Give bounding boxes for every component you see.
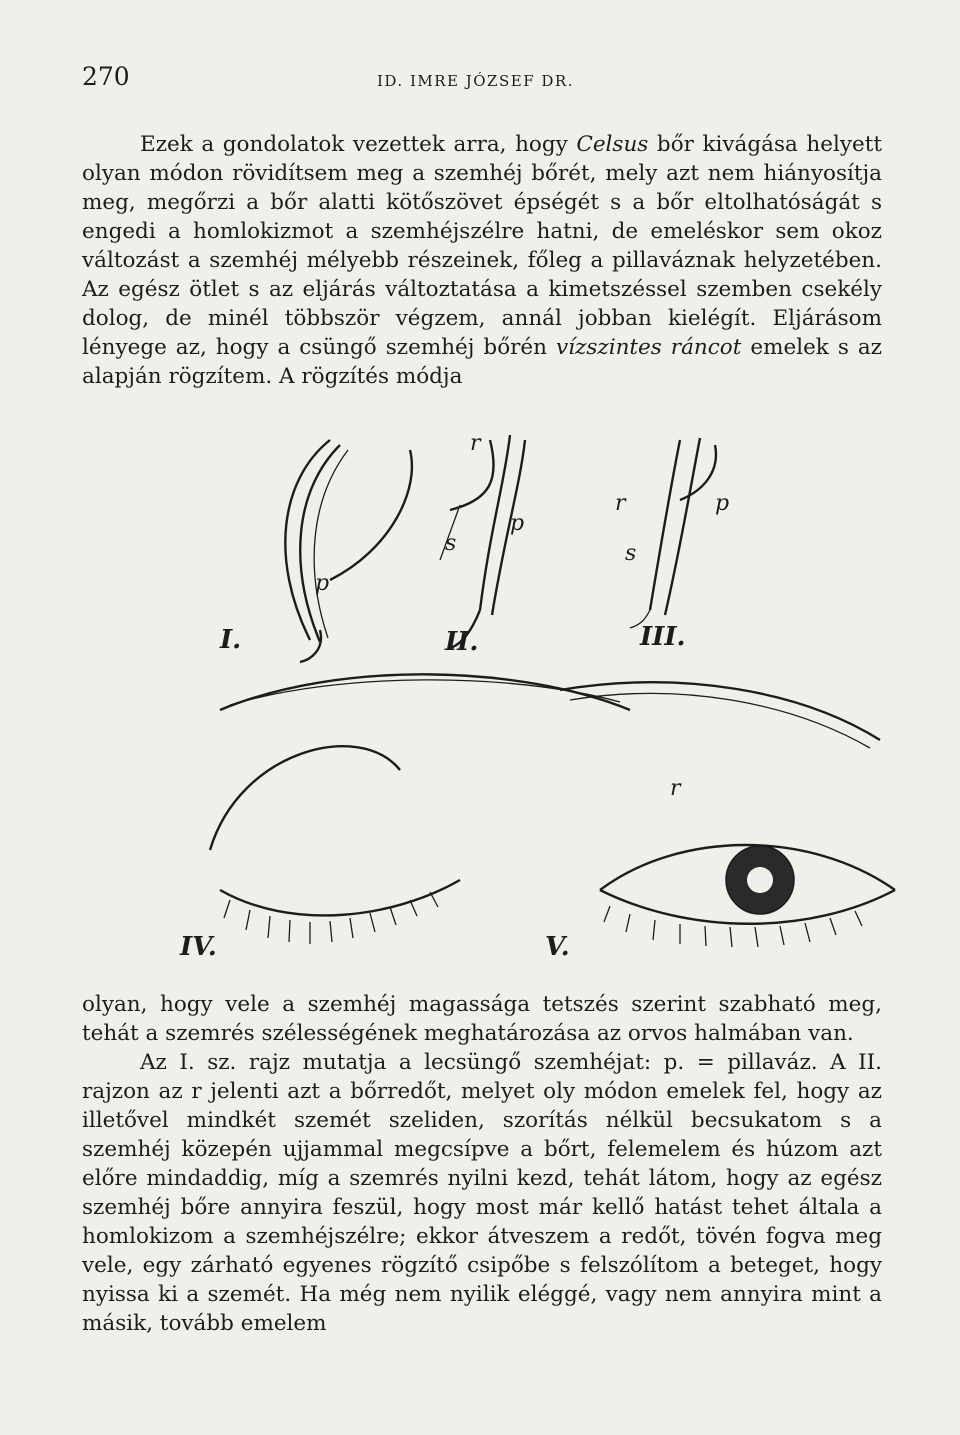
figure-one-drawing [219,440,412,662]
paragraph-top [82,130,882,391]
page-header [82,62,878,92]
eyelid-illustration [160,410,900,970]
italic-celsus: Celsus [576,132,649,157]
figure-two-letter-p: p [510,511,525,536]
paragraph-top-middle: bőr kivágása helyett olyan módon rövidítsem meg a szemhéj bőrét, mely azt nem hiányosítja meg, megőrzi a bőr alatti kötőszövet épségét s a bőr eltolhatóságát s engedi a homlokizmot a szemhéjszélre hatni, de emeléskor sem okoz változást a szemhéj mélyebb részeinek, főleg a pillaváznak helyzetében. Az egész ötlet s az eljárás változtatása a kimetszéssel szemben csekély dolog, de minél többször végzem, annál jobban kielégít. Eljárásom lényege az, hogy a csüngő szemhéj bőrén [82,132,882,360]
figure-three-drawing [615,438,729,652]
page-number: 270 [82,62,130,91]
italic-horizontal-fold: vízszintes ráncot [555,335,742,360]
paragraph-top-end: emelek s az alapján rögzítem. A rögzítés módja [82,335,882,389]
figure-label-iii: III. [640,622,686,652]
figure-label-i: I. [220,625,242,655]
running-head: ID. IMRE JÓZSEF DR. [377,72,574,90]
figure-two-letter-r: r [470,431,481,456]
figure-three-letter-r: r [615,491,626,516]
paragraph-top-start: Ezek a gondolatok vezettek arra, hogy [140,132,577,157]
figure-two-letter-s: s [445,531,457,556]
figure-label-ii: II. [445,627,479,657]
paragraph-bottom-main [82,1048,882,1338]
figure-two-drawing [440,431,525,657]
paragraph-bottom-main-text: Az I. sz. rajz mutatja a lecsüngő szemhéjat: p. = pillaváz. A II. rajzon az r jelenti azt a bőrredőt, melyet oly módon emelek fel, hogy az illetővel mindkét szemét szeliden, szorítás nélkül becsukatom s a szemhéj közepén ujjammal megcsípve a bőrt, felemelem és húzom azt előre mindaddig, míg a szemrés nyilni kezd, tehát látom, hogy az egész szemhéj bőre annyira feszül, hogy most már kellő hatást tehet általa a homlokizom a szemhéjszélre; ekkor átveszem a redőt, tövén fogva meg vele, egy zárható egyenes rögzítő csipőbe s felszólítom a beteget, hogy nyissa ki a szemét. Ha még nem nyilik eléggé, vagy nem annyira mint a másik, tovább emelem [82,1050,882,1336]
figure-one-letter-p: p [315,571,330,596]
figure-three-letter-p: p [715,491,730,516]
figure-five-letter-r: r [670,776,681,801]
paragraph-bottom-continuation: olyan, hogy vele a szemhéj magassága tetszés szerint szabható meg, tehát a szemrés szélességének meghatározása az orvos halmában van. [82,992,882,1046]
figure-four-drawing [179,674,630,962]
figure-label-v: V. [545,932,570,962]
figure-five-drawing [545,682,895,962]
figure-label-iv: IV. [180,932,217,962]
paragraph-bottom [82,990,882,1338]
figure-three-letter-s: s [625,541,637,566]
